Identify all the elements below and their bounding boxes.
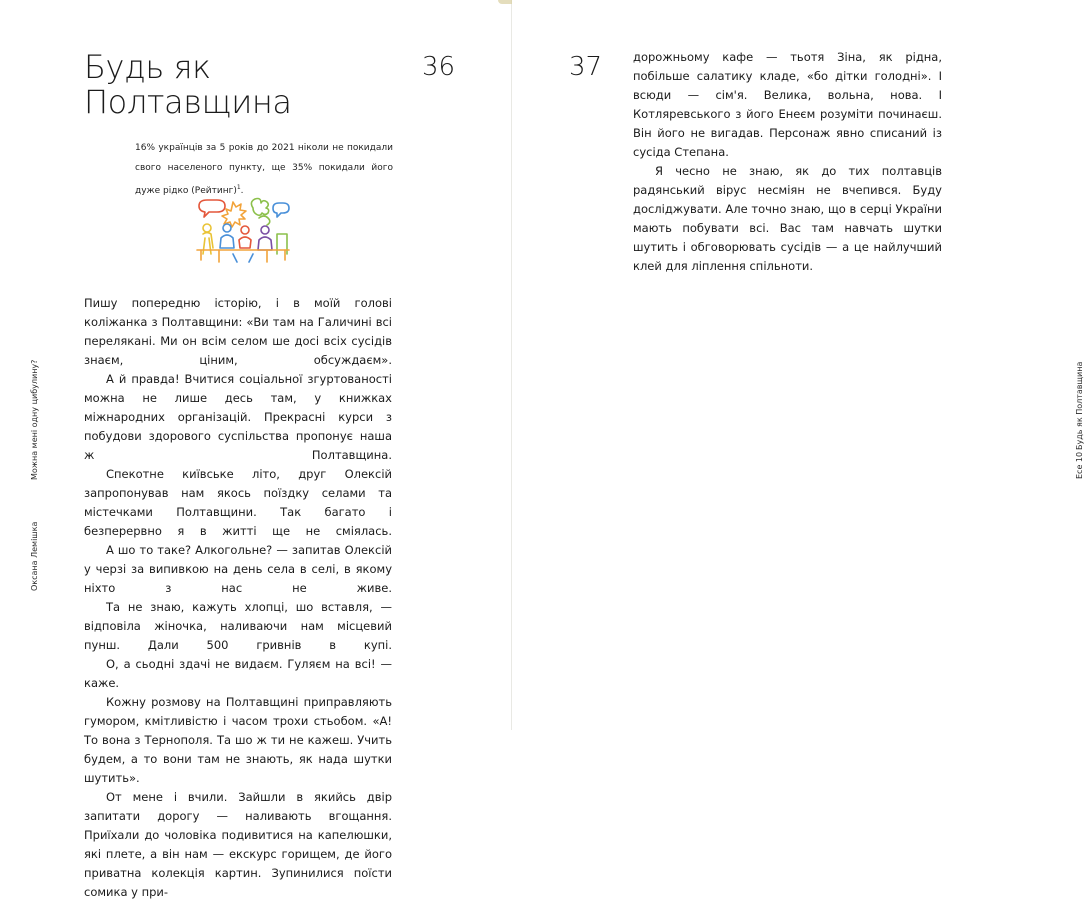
paragraph: О, а сьодні здачі не видаєм. Гуляєм на всі! — каже. (84, 657, 392, 690)
paragraph: Та не знаю, кажуть хлопці, шо вставля, — відповіла жіночка, наливаючи нам місцевий пунш. Дали 500 гривнів в купі. (84, 600, 392, 652)
paragraph: Пишу попередню історію, і в моїй голові коліжанка з Полтавщини: «Ви там на Галичині всі перелякані. Ми он всім селом ше досі всіх сусідів знаєм, ціним, обсуждаєм». (84, 296, 392, 367)
paragraph: От мене і вчили. Зайшли в якийсь двір запитати дорогу — наливають вгощання. Приїхали до чоловіка подивитися на капелюшки, які плете, а він нам — екскурс горищем, де його приватна колекція картин. Зупинилися поїсти сомика у при- (84, 790, 392, 899)
paragraph: А й правда! Вчитися соціальної згуртованості можна не лише десь там, у книжках міжнародних організацій. Прекрасні курси з побудови здорового суспільства пропонує наша ж Полтавщина. (84, 372, 392, 462)
chapter-title: Будь як Полтавщина (84, 48, 292, 121)
sidebar-series-label: Есе 10 (1075, 451, 1084, 479)
paragraph: дорожньому кафе — тьотя Зіна, як рідна, побільше салатику кладе, «бо дітки голодні». І всюди — сім'я. Велика, вольна, нова. І Котляревського з його Енеєм розуміти починаєш. Він його не вигадав. Персонаж явно списаний із сусіда Степана. (633, 50, 942, 159)
page-number-left: 36 (422, 52, 456, 82)
epigraph (135, 138, 393, 201)
paragraph: Кожну розмову на Полтавщині приправляють гумором, кмітливістю і часом трохи стьобом. «А! То вона з Тернополя. Та шо ж ти не кажеш. Учить будем, а то вони там не знають, як нада шутки шутить». (84, 695, 392, 785)
left-body-text (84, 294, 392, 902)
sidebar-book-title: Можна мені одну цибулину? (30, 359, 39, 480)
paragraph: А шо то таке? Алкогольне? — запитав Олексій у черзі за випивкою на день села в селі, в якому ніхто з нас не живе. (84, 543, 392, 595)
page-number-right: 37 (569, 52, 603, 82)
right-page (512, 0, 1084, 730)
right-body-text (633, 48, 942, 276)
epigraph-end: . (240, 186, 244, 196)
left-page (0, 0, 512, 899)
sidebar-author: Оксана Лемішка (30, 521, 39, 591)
paragraph: Я чесно не знаю, як до тих полтавців радянський вірус несміян не вчепився. Буду досліджувати. Але точно знаю, що в серці України мають побувати всі. Вас там навчать шутки шутить і обговорювать сусідів — а це найлучший клей для ліплення спільноти. (633, 164, 942, 273)
paragraph: Спекотне київське літо, друг Олексій запропонував нам якось поїздку селами та містечками Полтавщини. Так багато і безперервно я в житті ще не сміялась. (84, 467, 392, 538)
footnote-mark: 1 (236, 184, 241, 191)
sidebar-section-title: Будь як Полтавщина (1075, 361, 1084, 450)
people-speech-bubbles-illustration (193, 198, 293, 268)
epigraph-text: 16% українців за 5 років до 2021 ніколи не покидали свого населеного пункту, ще 35% покидали його дуже рідко (Рейтинг) (135, 143, 393, 196)
